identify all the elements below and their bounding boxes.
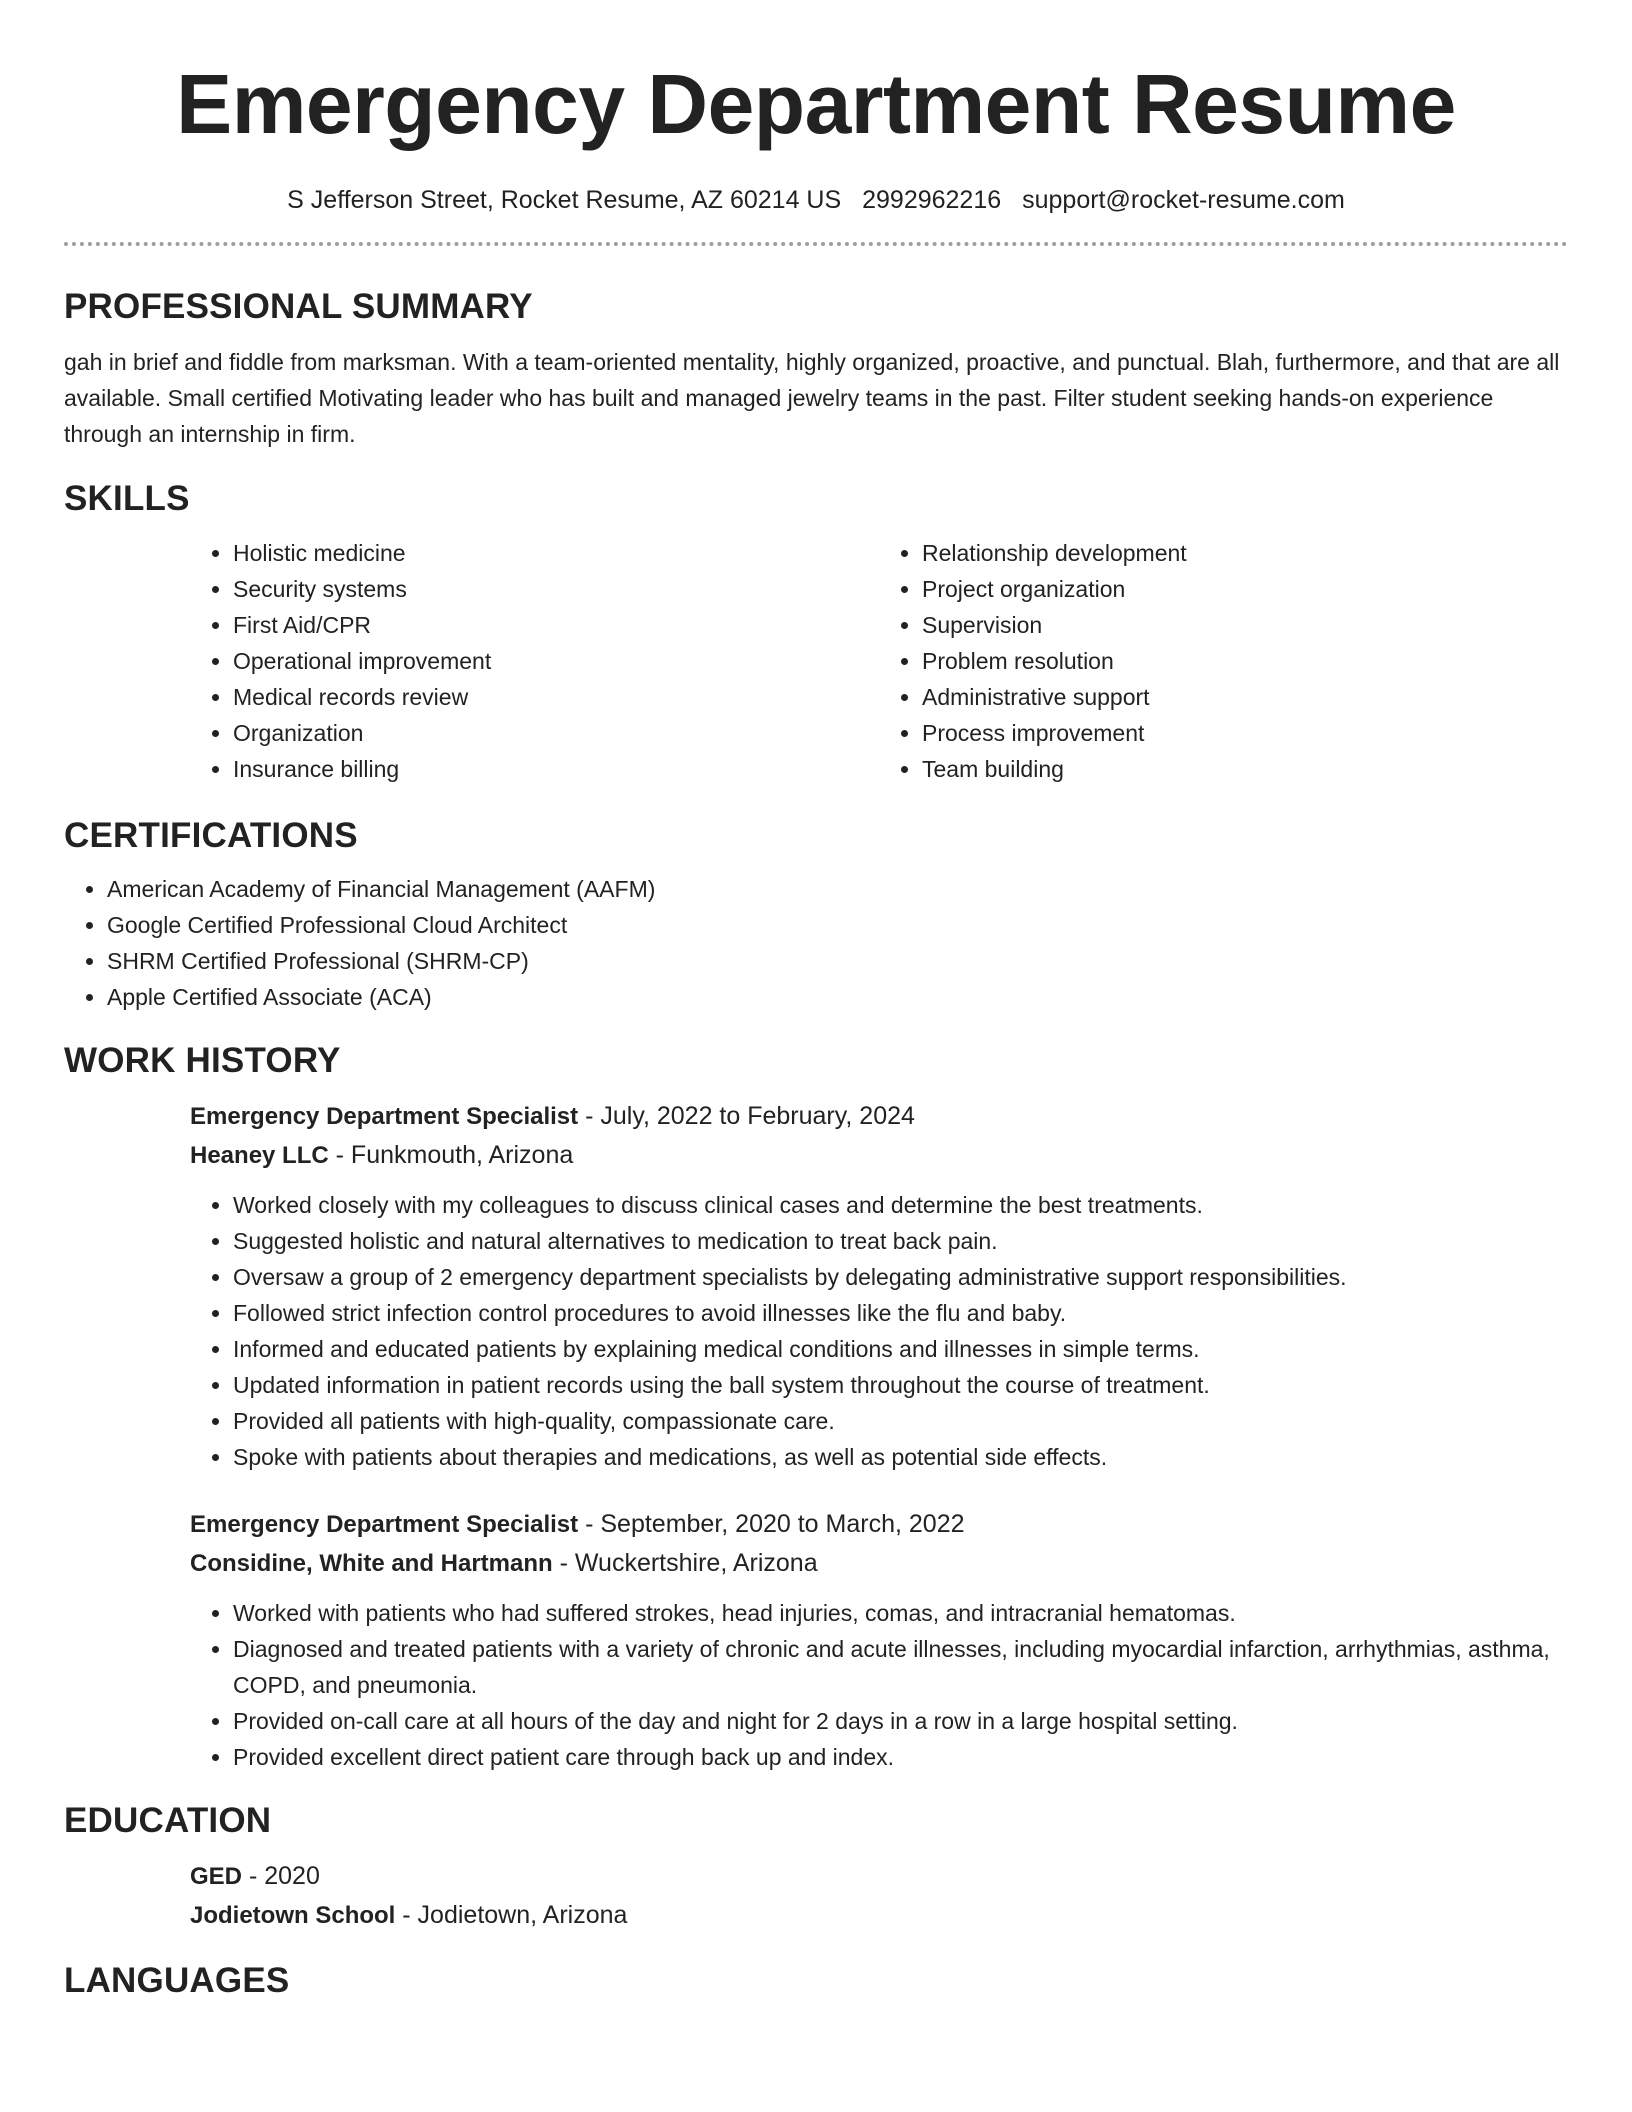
list-item: • Problem resolution — [922, 643, 1568, 679]
list-item: • Insurance billing — [233, 751, 879, 787]
job-entry — [190, 1097, 1568, 1475]
list-item: • Followed strict infection control procedures to avoid illnesses like the flu and baby. — [233, 1295, 1568, 1331]
job-title-line — [190, 1097, 1568, 1136]
section-title-summary: PROFESSIONAL SUMMARY — [64, 287, 533, 326]
job-title: Emergency Department Specialist — [190, 1511, 579, 1538]
list-item: • Organization — [233, 715, 879, 751]
job-company-line — [190, 1544, 1568, 1583]
job-company: Considine, White and Hartmann — [190, 1550, 553, 1577]
list-item: • Operational improvement — [233, 643, 879, 679]
certifications-list — [64, 871, 1568, 1015]
contact-address: S Jefferson Street, Rocket Resume, AZ 60214 US — [287, 186, 842, 214]
header-divider — [64, 242, 1568, 246]
list-item: • Supervision — [922, 607, 1568, 643]
list-item: • American Academy of Financial Management (AAFM) — [107, 871, 1568, 907]
job-title: Emergency Department Specialist — [190, 1103, 579, 1130]
list-item: • Provided on-call care at all hours of the day and night for 2 days in a row in a large hospital setting. — [233, 1703, 1568, 1739]
list-item: • Medical records review — [233, 679, 879, 715]
section-title-education: EDUCATION — [64, 1801, 272, 1840]
education-degree-line — [190, 1857, 1568, 1896]
list-item: • First Aid/CPR — [233, 607, 879, 643]
contact-phone: 2992962216 — [862, 186, 1002, 214]
education-year: - 2020 — [242, 1862, 320, 1890]
list-item: • Team building — [922, 751, 1568, 787]
list-item: • Relationship development — [922, 535, 1568, 571]
skills-list-left — [190, 535, 879, 787]
job-bullets — [190, 1595, 1568, 1775]
contact-email: support@rocket-resume.com — [1022, 186, 1345, 214]
education-entry — [190, 1857, 1568, 1935]
education-school-line — [190, 1896, 1568, 1935]
summary-text: gah in brief and fiddle from marksman. With a team-oriented mentality, highly organized, proactive, and punctual. Blah, furthermore, and that are all available. Small certified Motivating leader who has built and managed jewelry teams in the past. Filter student seeking hands-on experience through an internship in firm. — [64, 349, 1560, 447]
job-dates: - July, 2022 to February, 2024 — [578, 1102, 915, 1130]
list-item: • SHRM Certified Professional (SHRM-CP) — [107, 943, 1568, 979]
job-bullets — [190, 1187, 1568, 1475]
skills-grid — [190, 535, 1568, 787]
list-item: • Holistic medicine — [233, 535, 879, 571]
section-title-work-history: WORK HISTORY — [64, 1041, 341, 1080]
resume-title: Emergency Department Resume — [176, 57, 1456, 151]
list-item: • Diagnosed and treated patients with a variety of chronic and acute illnesses, including myocardial infarction, arrhythmias, asthma, COPD, and pneumonia. — [233, 1631, 1568, 1703]
list-item: • Suggested holistic and natural alternatives to medication to treat back pain. — [233, 1223, 1568, 1259]
list-item: • Spoke with patients about therapies and medications, as well as potential side effects. — [233, 1439, 1568, 1475]
list-item: • Provided excellent direct patient care through back up and index. — [233, 1739, 1568, 1775]
job-entry — [190, 1505, 1568, 1775]
list-item: • Updated information in patient records using the ball system throughout the course of treatment. — [233, 1367, 1568, 1403]
list-item: • Oversaw a group of 2 emergency department specialists by delegating administrative support responsibilities. — [233, 1259, 1568, 1295]
job-location: - Funkmouth, Arizona — [328, 1141, 574, 1169]
contact-line — [64, 186, 1568, 215]
education-school: Jodietown School — [190, 1902, 396, 1929]
list-item: • Apple Certified Associate (ACA) — [107, 979, 1568, 1015]
list-item: • Informed and educated patients by explaining medical conditions and illnesses in simple terms. — [233, 1331, 1568, 1367]
job-title-line — [190, 1505, 1568, 1544]
job-company: Heaney LLC — [190, 1142, 329, 1169]
section-title-skills: SKILLS — [64, 479, 190, 518]
list-item: • Project organization — [922, 571, 1568, 607]
list-item: • Administrative support — [922, 679, 1568, 715]
job-company-line — [190, 1136, 1568, 1175]
list-item: • Worked with patients who had suffered strokes, head injuries, comas, and intracranial hematomas. — [233, 1595, 1568, 1631]
job-location: - Wuckertshire, Arizona — [552, 1549, 818, 1577]
education-location: - Jodietown, Arizona — [395, 1901, 628, 1929]
list-item: • Worked closely with my colleagues to discuss clinical cases and determine the best treatments. — [233, 1187, 1568, 1223]
section-title-certifications: CERTIFICATIONS — [64, 816, 358, 855]
education-degree: GED — [190, 1863, 243, 1890]
list-item: • Process improvement — [922, 715, 1568, 751]
section-title-languages: LANGUAGES — [64, 1961, 290, 2000]
list-item: • Security systems — [233, 571, 879, 607]
skills-list-right — [879, 535, 1568, 787]
list-item: • Provided all patients with high-quality, compassionate care. — [233, 1403, 1568, 1439]
job-dates: - September, 2020 to March, 2022 — [578, 1510, 965, 1538]
list-item: • Google Certified Professional Cloud Architect — [107, 907, 1568, 943]
